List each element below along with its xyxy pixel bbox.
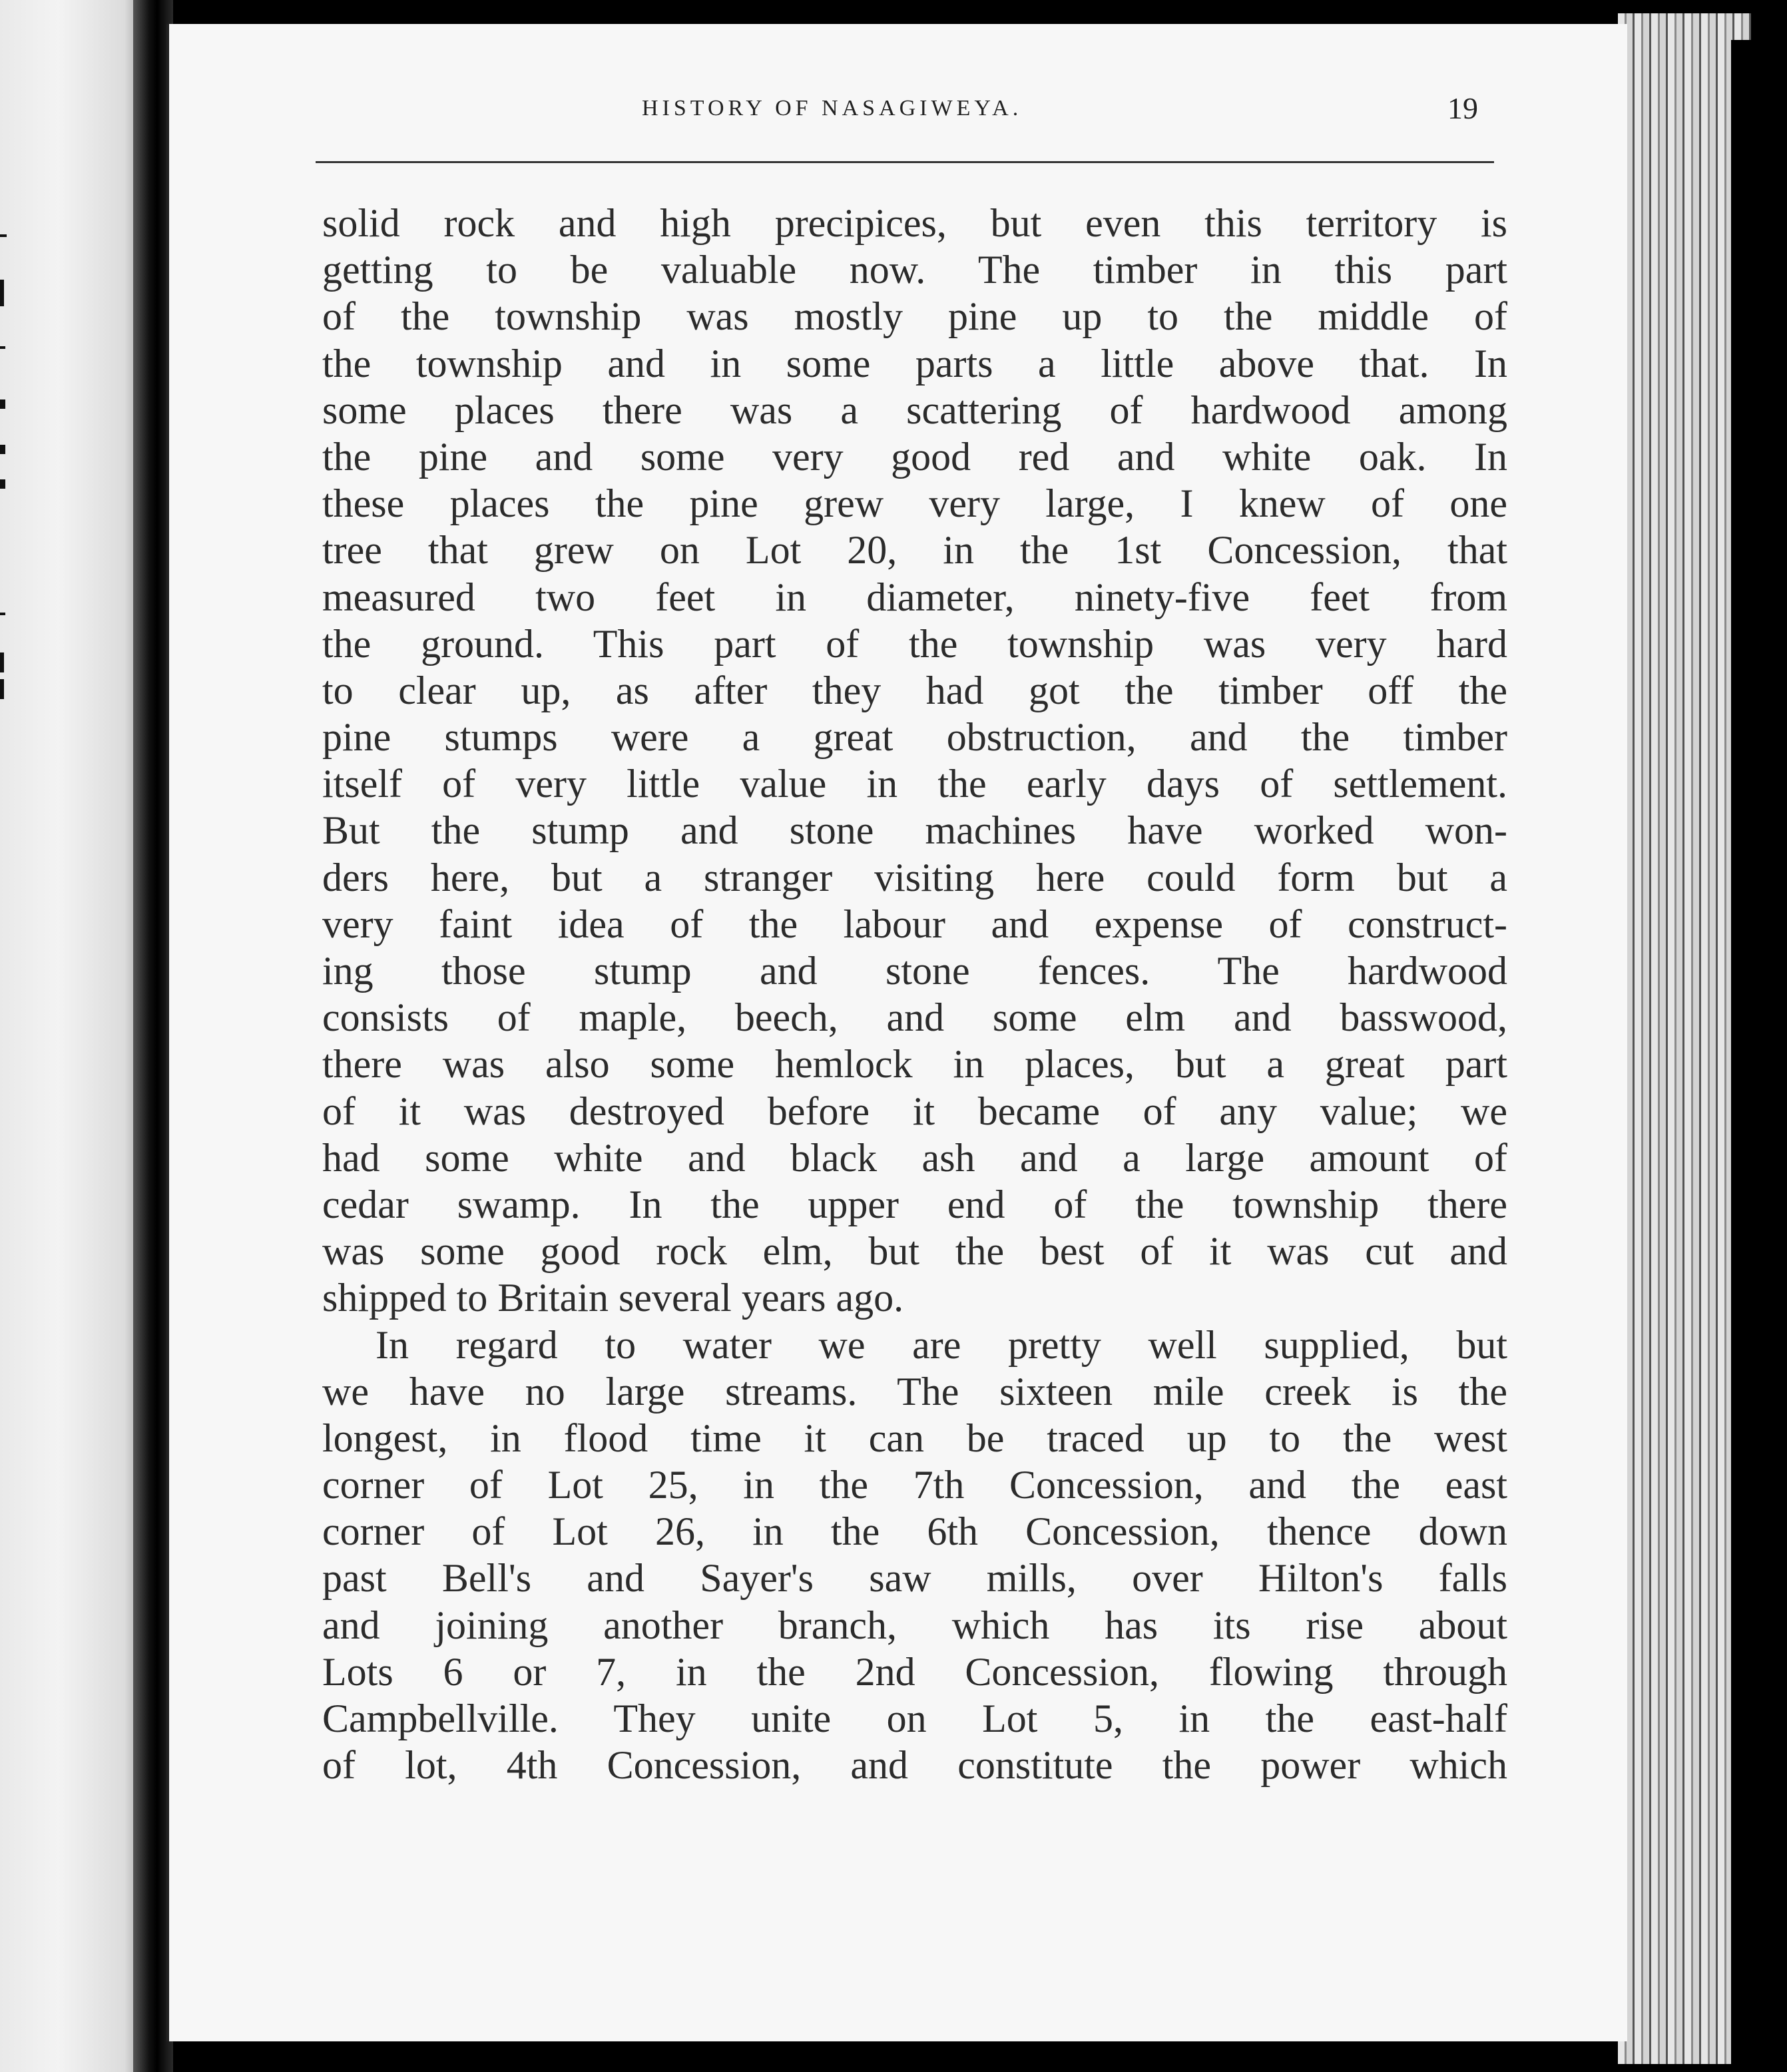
text-line: corner of Lot 25, in the 7th Concession, and the east bbox=[322, 1463, 1507, 1507]
book-page bbox=[166, 24, 1627, 2041]
text-line: the ground. This part of the township was very hard bbox=[322, 621, 1507, 666]
text-line: the pine and some very good red and white oak. In bbox=[322, 434, 1507, 479]
text-line: In regard to water we are pretty well supplied, but bbox=[376, 1322, 1507, 1367]
text-line: past Bell's and Sayer's saw mills, over Hilton's falls bbox=[322, 1556, 1507, 1601]
text-line: there was also some hemlock in places, but a great part bbox=[322, 1042, 1507, 1087]
text-line: these places the pine grew very large, I knew of one bbox=[322, 481, 1507, 526]
running-head: HISTORY OF NASAGIWEYA. bbox=[642, 96, 1023, 121]
text-line: had some white and black ash and a large amount of bbox=[322, 1135, 1507, 1180]
text-line: of the township was mostly pine up to the middle of bbox=[322, 294, 1507, 339]
background-edge bbox=[1731, 40, 1787, 2072]
text-line: very faint idea of the labour and expense of construct- bbox=[322, 902, 1507, 946]
header-rule bbox=[316, 161, 1494, 163]
text-line: the township and in some parts a little above that. In bbox=[322, 341, 1507, 386]
text-line: of lot, 4th Concession, and constitute the power which bbox=[322, 1743, 1507, 1788]
text-line: to clear up, as after they had got the timber off the bbox=[322, 668, 1507, 712]
text-line: ing those stump and stone fences. The hardwood bbox=[322, 949, 1507, 993]
text-line: getting to be valuable now. The timber in this part bbox=[322, 248, 1507, 292]
text-line: pine stumps were a great obstruction, and the timber bbox=[322, 715, 1507, 760]
facing-page-edge bbox=[0, 0, 146, 2072]
text-line: and joining another branch, which has its rise about bbox=[322, 1603, 1507, 1647]
text-line: cedar swamp. In the upper end of the township there bbox=[322, 1182, 1507, 1226]
page-number: 19 bbox=[1447, 91, 1478, 125]
text-line: ders here, but a stranger visiting here could form but a bbox=[322, 855, 1507, 900]
text-line: Lots 6 or 7, in the 2nd Concession, flowing through bbox=[322, 1649, 1507, 1694]
text-line: Campbellville. They unite on Lot 5, in the east-half bbox=[322, 1696, 1507, 1740]
text-line: But the stump and stone machines have worked won- bbox=[322, 808, 1507, 853]
text-line: shipped to Britain several years ago. bbox=[322, 1276, 904, 1320]
text-line: we have no large streams. The sixteen mile creek is the bbox=[322, 1369, 1507, 1414]
text-line: of it was destroyed before it became of any value; we bbox=[322, 1089, 1507, 1133]
paragraph-2 bbox=[322, 1322, 1507, 1789]
text-line: some places there was a scattering of hardwood among bbox=[322, 388, 1507, 432]
paragraph-1 bbox=[322, 200, 1507, 1322]
text-line: measured two feet in diameter, ninety-five feet from bbox=[322, 575, 1507, 619]
text-line: corner of Lot 26, in the 6th Concession, thence down bbox=[322, 1509, 1507, 1554]
body-text bbox=[322, 200, 1507, 1788]
text-line: longest, in flood time it can be traced up to the west bbox=[322, 1416, 1507, 1460]
text-line: consists of maple, beech, and some elm and basswood, bbox=[322, 995, 1507, 1040]
page-header bbox=[169, 91, 1627, 136]
text-line: tree that grew on Lot 20, in the 1st Concession, that bbox=[322, 528, 1507, 573]
text-line: was some good rock elm, but the best of it was cut and bbox=[322, 1229, 1507, 1274]
text-line: solid rock and high precipices, but even this territory is bbox=[322, 201, 1507, 245]
text-line: itself of very little value in the early days of settlement. bbox=[322, 762, 1507, 806]
